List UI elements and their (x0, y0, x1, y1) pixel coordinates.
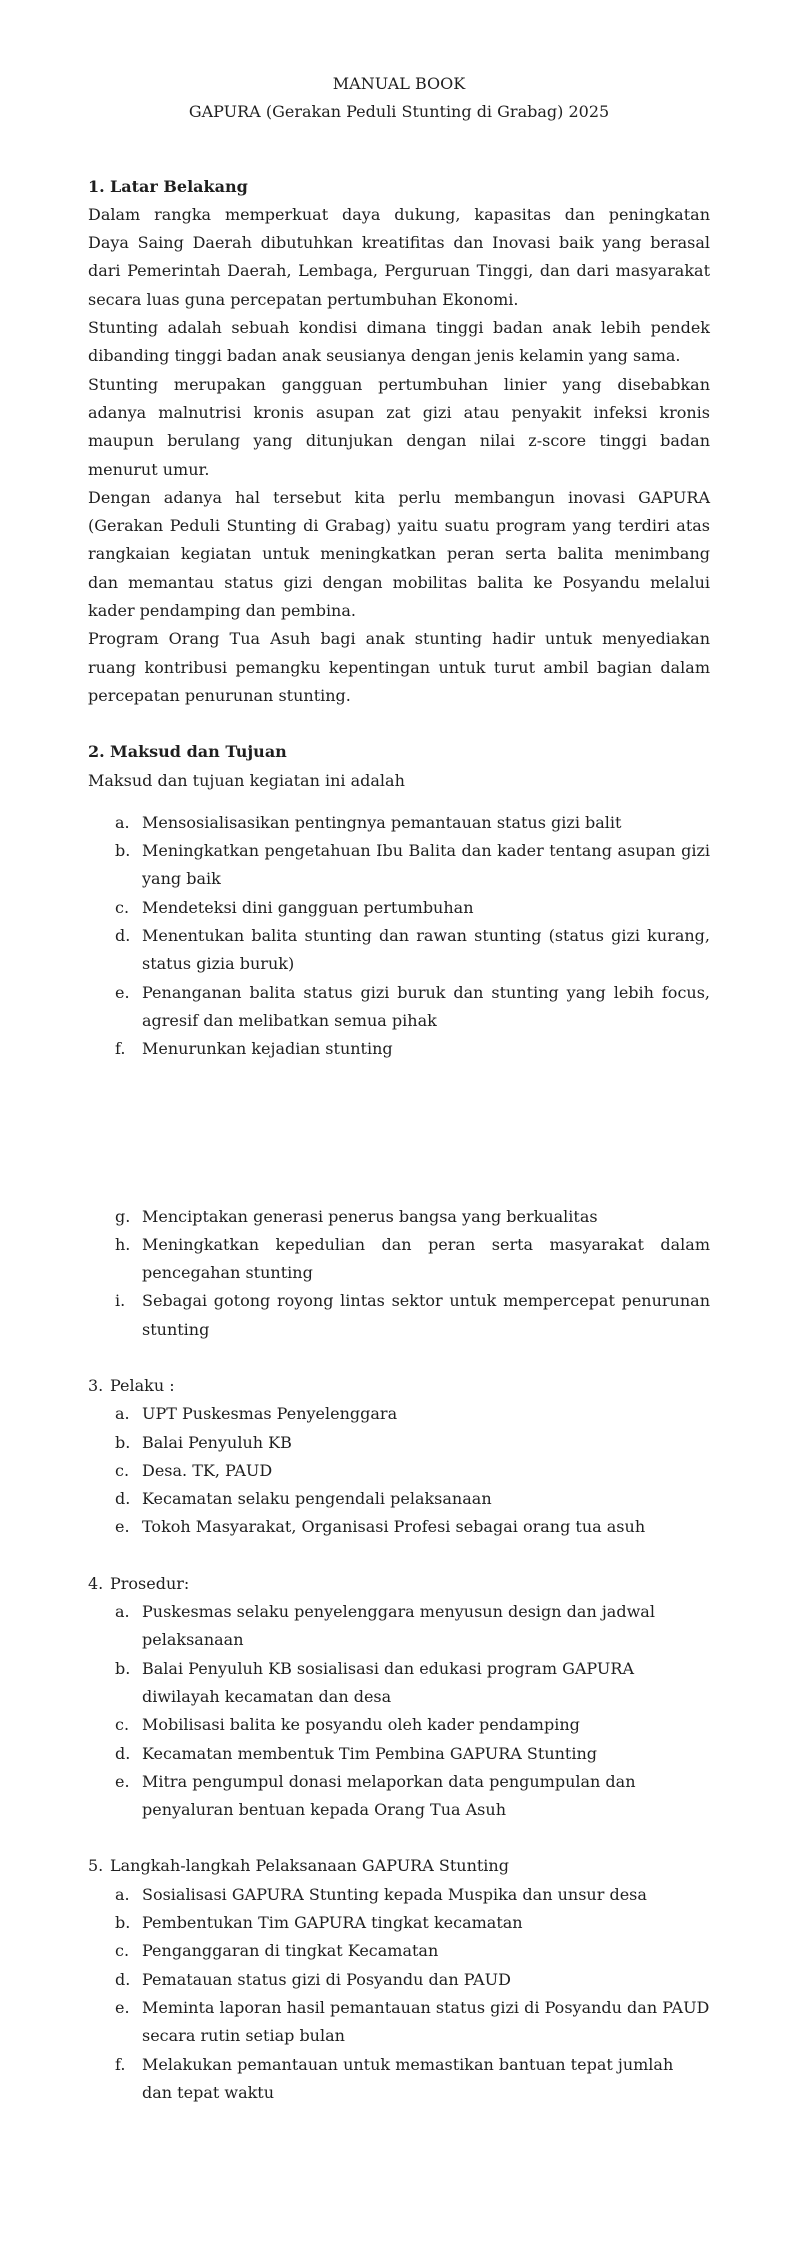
list-item-text (142, 1400, 710, 1428)
list-item-text (142, 1937, 710, 1965)
section-heading: Latar Belakang (110, 176, 248, 196)
list-item-marker: c. (115, 1941, 130, 1961)
text-line: Meningkatkan kepedulian dan peran serta masyarakat dalam (142, 1234, 710, 1254)
text-line: ruang kontribusi pemangku kepentingan untuk turut ambil bagian dalam (88, 657, 710, 677)
list-item (88, 1937, 710, 1965)
list-item-marker: i. (115, 1291, 126, 1311)
list-item (88, 1400, 710, 1428)
text-line: Penganggaran di tingkat Kecamatan (142, 1941, 439, 1961)
list-item-marker: g. (115, 1206, 131, 1226)
text-line: diwilayah kecamatan dan desa (142, 1686, 392, 1706)
section-number: 2. (88, 742, 105, 762)
text-line: Program Orang Tua Asuh bagi anak stunting hadir untuk menyediakan (88, 629, 710, 649)
list-item-marker: b. (115, 841, 131, 861)
text-line: Maksud dan tujuan kegiatan ini adalah (88, 770, 405, 790)
text-line: Stunting merupakan gangguan pertumbuhan linier yang disebabkan (88, 374, 710, 394)
text-line: Meminta laporan hasil pemantauan status gizi di Posyandu dan PAUD (142, 1997, 710, 2017)
section-heading-row (88, 1852, 710, 1880)
text-line: Puskesmas selaku penyelenggara menyusun design dan jadwal (142, 1602, 655, 1622)
list-item (88, 1231, 710, 1288)
text-line: Balai Penyuluh KB (142, 1432, 292, 1452)
text-line: Daya Saing Daerah dibutuhkan kreatifitas dan Inovasi baik yang berasal (88, 233, 710, 253)
list-item-text (142, 1711, 710, 1739)
text-line: Sosialisasi GAPURA Stunting kepada Muspika dan unsur desa (142, 1884, 647, 1904)
list-item-text (142, 837, 710, 894)
section-heading-row (88, 1570, 710, 1598)
text-line: Meningkatkan pengetahuan Ibu Balita dan kader tentang asupan gizi (142, 841, 710, 861)
text-line: Mobilisasi balita ke posyandu oleh kader pendamping (142, 1715, 580, 1735)
text-line: Pembentukan Tim GAPURA tingkat kecamatan (142, 1913, 523, 1933)
section-heading: Pelaku : (110, 1375, 175, 1395)
list-item-marker: e. (115, 982, 130, 1002)
list-item (88, 2051, 710, 2108)
lettered-list (88, 1203, 710, 1344)
text-line: percepatan penurunan stunting. (88, 685, 351, 705)
text-line: status gizia buruk) (142, 954, 295, 974)
text-line: pencegahan stunting (142, 1263, 313, 1283)
text-line: Balai Penyuluh KB sosialisasi dan edukasi program GAPURA (142, 1658, 634, 1678)
text-line: Melakukan pemantauan untuk memastikan bantuan tepat jumlah (142, 2054, 674, 2074)
list-item (88, 1485, 710, 1513)
text-line: dan tepat waktu (142, 2082, 275, 2102)
document-body (88, 173, 710, 2108)
list-item (88, 837, 710, 894)
text-line: Sebagai gotong royong lintas sektor untuk mempercepat penurunan (142, 1291, 710, 1311)
text-line: Mensosialisasikan pentingnya pemantauan status gizi balit (142, 812, 622, 832)
section-heading: Prosedur: (110, 1573, 190, 1593)
list-item-marker: b. (115, 1432, 131, 1452)
list-item (88, 1203, 710, 1231)
list-item (88, 1287, 710, 1344)
section-number: 1. (88, 176, 105, 196)
list-item-text (142, 1485, 710, 1513)
text-line: Dalam rangka memperkuat daya dukung, kapasitas dan peningkatan (88, 204, 710, 224)
list-item (88, 1711, 710, 1739)
list-item-marker: c. (115, 897, 130, 917)
list-item-marker: e. (115, 1997, 130, 2017)
page-break-gap (88, 1064, 710, 1203)
text-line: pelaksanaan (142, 1630, 244, 1650)
list-item-text (142, 1231, 710, 1288)
paragraph (88, 201, 710, 314)
list-item-marker: a. (115, 812, 130, 832)
list-item-marker: c. (115, 1715, 130, 1735)
text-line: Menurunkan kejadian stunting (142, 1039, 393, 1059)
list-item (88, 1994, 710, 2051)
section-heading-row (88, 1372, 710, 1400)
list-item-text (142, 809, 710, 837)
text-line: agresif dan melibatkan semua pihak (142, 1010, 437, 1030)
list-item-marker: f. (115, 2054, 126, 2074)
text-line: dan memantau status gizi dengan mobilitas balita ke Posyandu melalui (88, 572, 710, 592)
list-item (88, 1513, 710, 1541)
paragraph (88, 314, 710, 371)
text-line: menurut umur. (88, 459, 210, 479)
text-line: Stunting adalah sebuah kondisi dimana tinggi badan anak lebih pendek (88, 318, 710, 338)
text-line: Menentukan balita stunting dan rawan stunting (status gizi kurang, (142, 926, 710, 946)
text-line: Mitra pengumpul donasi melaporkan data pengumpulan dan (142, 1771, 636, 1791)
text-line: adanya malnutrisi kronis asupan zat gizi atau penyakit infeksi kronis (88, 402, 710, 422)
list-item-text (142, 979, 710, 1036)
list-item (88, 1881, 710, 1909)
list-item-marker: a. (115, 1884, 130, 1904)
list-item (88, 1598, 710, 1655)
text-line: dibanding tinggi badan anak seusianya dengan jenis kelamin yang sama. (88, 346, 681, 366)
list-item (88, 1740, 710, 1768)
list-item-text (142, 1513, 710, 1541)
list-item-marker: a. (115, 1602, 130, 1622)
document-title-block (88, 70, 710, 127)
list-item-marker: d. (115, 1743, 131, 1763)
list-item (88, 1035, 710, 1063)
list-item-marker: e. (115, 1771, 130, 1791)
list-item-text (142, 2051, 710, 2108)
lettered-list (88, 809, 710, 1064)
text-line: Kecamatan membentuk Tim Pembina GAPURA Stunting (142, 1743, 598, 1763)
text-line: Menciptakan generasi penerus bangsa yang berkualitas (142, 1206, 598, 1226)
text-line: Kecamatan selaku pengendali pelaksanaan (142, 1489, 492, 1509)
list-item-text (142, 1994, 710, 2051)
list-item-text (142, 1287, 710, 1344)
lettered-list (88, 1881, 710, 2107)
list-item-text (142, 1035, 710, 1063)
list-item-marker: d. (115, 926, 131, 946)
list-item-text (142, 894, 710, 922)
text-line: Pematauan status gizi di Posyandu dan PAUD (142, 1969, 511, 1989)
text-line: secara luas guna percepatan pertumbuhan Ekonomi. (88, 289, 519, 309)
list-item-text (142, 1881, 710, 1909)
list-item-marker: h. (115, 1234, 131, 1254)
paragraph (88, 625, 710, 710)
list-item (88, 894, 710, 922)
paragraph (88, 484, 710, 625)
list-item-marker: c. (115, 1460, 130, 1480)
document-title: MANUAL BOOK (332, 74, 466, 93)
list-item-marker: a. (115, 1404, 130, 1424)
list-item-marker: d. (115, 1489, 131, 1509)
section-heading-row (88, 738, 710, 766)
text-line: Dengan adanya hal tersebut kita perlu membangun inovasi GAPURA (88, 487, 710, 507)
list-item-text (142, 1203, 710, 1231)
text-line: (Gerakan Peduli Stunting di Grabag) yaitu suatu program yang terdiri atas (88, 516, 710, 536)
list-item (88, 922, 710, 979)
section-number: 3. (88, 1375, 104, 1395)
lettered-list (88, 1598, 710, 1824)
text-line: yang baik (142, 869, 221, 889)
list-item-text (142, 1655, 710, 1712)
list-item-marker: b. (115, 1913, 131, 1933)
section-5 (88, 1852, 710, 2107)
text-line: penyaluran bentuan kepada Orang Tua Asuh (142, 1800, 506, 1820)
text-line: UPT Puskesmas Penyelenggara (142, 1404, 398, 1424)
text-line: Penanganan balita status gizi buruk dan stunting yang lebih focus, (142, 982, 710, 1002)
section-4 (88, 1570, 710, 1825)
section-heading: Maksud dan Tujuan (110, 742, 287, 762)
section-3 (88, 1372, 710, 1542)
section-number: 5. (88, 1856, 104, 1876)
list-item-text (142, 1598, 710, 1655)
list-item (88, 1429, 710, 1457)
paragraph (88, 371, 710, 484)
list-item (88, 1655, 710, 1712)
section-1 (88, 173, 710, 711)
text-line: maupun berulang yang ditunjukan dengan nilai z-score tinggi badan (88, 431, 710, 451)
list-item-text (142, 922, 710, 979)
list-item-text (142, 1966, 710, 1994)
section-number: 4. (88, 1573, 104, 1593)
section-heading-row (88, 173, 710, 201)
text-line: stunting (142, 1319, 210, 1339)
list-item-marker: f. (115, 1039, 126, 1059)
list-item (88, 1768, 710, 1825)
list-item (88, 1457, 710, 1485)
list-item (88, 809, 710, 837)
list-item-marker: d. (115, 1969, 131, 1989)
list-item (88, 1966, 710, 1994)
paragraph (88, 767, 710, 795)
list-item-text (142, 1429, 710, 1457)
section-2 (88, 738, 710, 1344)
list-item (88, 1909, 710, 1937)
text-line: Tokoh Masyarakat, Organisasi Profesi sebagai orang tua asuh (142, 1517, 646, 1537)
lettered-list (88, 1400, 710, 1541)
list-item (88, 979, 710, 1036)
list-item-marker: b. (115, 1658, 131, 1678)
list-item-text (142, 1909, 710, 1937)
text-line: Mendeteksi dini gangguan pertumbuhan (142, 897, 474, 917)
text-line: kader pendamping dan pembina. (88, 601, 356, 621)
document-subtitle: GAPURA (Gerakan Peduli Stunting di Grabag) 2025 (188, 102, 610, 122)
text-line: secara rutin setiap bulan (142, 2026, 345, 2046)
text-line: Desa. TK, PAUD (142, 1460, 273, 1480)
text-line: dari Pemerintah Daerah, Lembaga, Perguruan Tinggi, dan dari masyarakat (88, 261, 710, 281)
list-item-text (142, 1740, 710, 1768)
list-item-text (142, 1457, 710, 1485)
text-line: rangkaian kegiatan untuk meningkatkan peran serta balita menimbang (88, 544, 710, 564)
list-item-marker: e. (115, 1517, 130, 1537)
list-item-text (142, 1768, 710, 1825)
section-heading: Langkah-langkah Pelaksanaan GAPURA Stunting (110, 1856, 509, 1876)
